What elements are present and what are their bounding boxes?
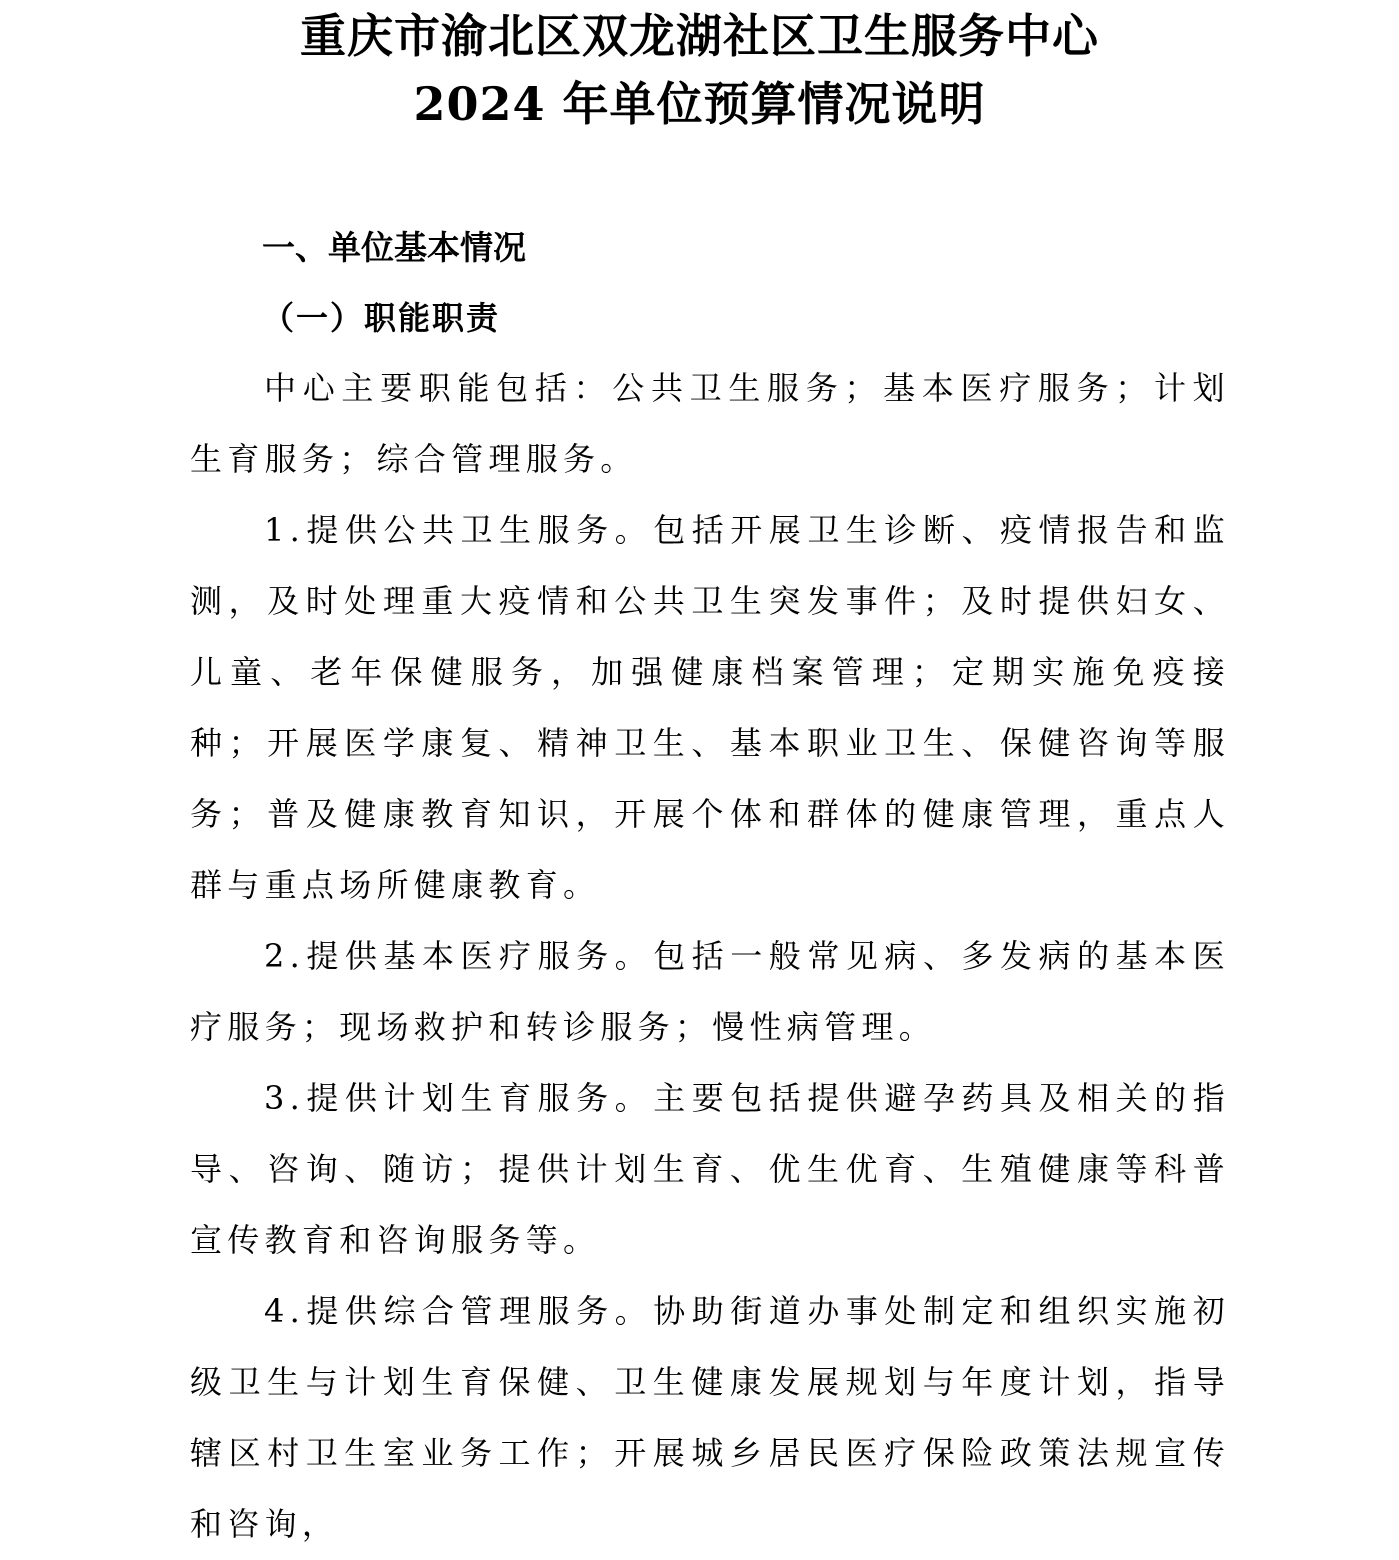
document-title bbox=[0, 0, 1399, 138]
paragraph-basic-medical: 2.提供基本医疗服务。包括一般常见病、多发病的基本医疗服务；现场救护和转诊服务；慢性病管理。 bbox=[190, 937, 1230, 1046]
paragraph-family-planning: 3.提供计划生育服务。主要包括提供避孕药具及相关的指导、咨询、随访；提供计划生育、优生优育、生殖健康等科普宣传教育和咨询服务等。 bbox=[190, 1079, 1230, 1259]
paragraph-main-functions: 中心主要职能包括：公共卫生服务；基本医疗服务；计划生育服务；综合管理服务。 bbox=[190, 369, 1230, 478]
paragraph-management: 4.提供综合管理服务。协助街道办事处制定和组织实施初级卫生与计划生育保健、卫生健康发展规划与年度计划，指导辖区村卫生室业务工作；开展城乡居民医疗保险政策法规宣传和咨询， bbox=[190, 1292, 1230, 1543]
title-line-2: 2024 年单位预算情况说明 bbox=[413, 77, 986, 131]
subsection-heading-functions: （一）职能职责 bbox=[262, 299, 501, 337]
section-heading-basic-info: 一、单位基本情况 bbox=[262, 228, 526, 267]
body-text bbox=[190, 353, 1230, 1560]
title-line-1: 重庆市渝北区双龙湖社区卫生服务中心 bbox=[300, 9, 1099, 63]
paragraph-public-health: 1.提供公共卫生服务。包括开展卫生诊断、疫情报告和监测，及时处理重大疫情和公共卫生突发事件；及时提供妇女、儿童、老年保健服务，加强健康档案管理；定期实施免疫接种；开展医学康复、精神卫生、基本职业卫生、保健咨询等服务；普及健康教育知识，开展个体和群体的健康管理，重点人群与重点场所健康教育。 bbox=[190, 511, 1230, 904]
